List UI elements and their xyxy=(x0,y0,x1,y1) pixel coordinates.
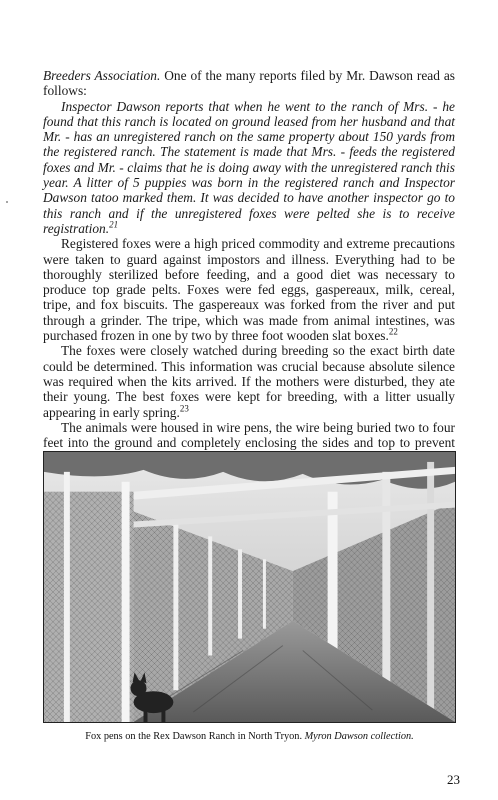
inspector-report-quote xyxy=(43,99,455,237)
photo-caption xyxy=(43,731,456,742)
paragraph-text: The animals were housed in wire pens, the wire being buried two to four feet into the ground and completely enclosing the sides and top to prevent xyxy=(43,419,455,451)
paragraph-registered-foxes xyxy=(43,236,455,343)
footnote-ref-21[interactable]: 21 xyxy=(109,219,119,230)
body-text xyxy=(43,68,455,466)
paragraph-breeding xyxy=(43,343,455,419)
caption-credit: Myron Dawson collection. xyxy=(304,731,414,742)
intro-italic-text: Breeders Association. xyxy=(43,68,161,83)
paragraph-text: Registered foxes were a high priced commodity and extreme precautions were taken to guard against impostors and illness. Everything had to be thoroughly sterilized before feeding, and a good diet was necessary to produce top grade pelts. Foxes were fed eggs, gaspereaux, milk, cereal, tripe, and fox biscuits. The gaspereaux was forked from the river and put through a grinder. The tripe, which was made from animal intestines, was purchased frozen in one by two by three foot wooden slat boxes. xyxy=(43,236,455,344)
paragraph-text: The foxes were closely watched during breeding so the exact birth date could be determined. This information was crucial because absolute silence was required when the kits arrived. If the mothers were disturbed, they ate their young. The best foxes were kept for breeding, with a litter usually appearing in early spring. xyxy=(43,343,455,420)
caption-text: Fox pens on the Rex Dawson Ranch in North Tryon. xyxy=(85,731,305,742)
footnote-ref-22[interactable]: 22 xyxy=(388,326,398,337)
intro-paragraph xyxy=(43,68,455,99)
margin-speck xyxy=(6,201,8,203)
quote-text: Inspector Dawson reports that when he went to the ranch of Mrs. - he found that this ranch is located on ground leased from her husband and that Mr. - has an unregistered ranch on the same property about 150 yards from the registered ranch. The statement is made that Mrs. - feeds the registered foxes and Mr. - claims that he is doing away with the unregistered ranch this year. A litter of 5 puppies was born in the registered ranch and Inspector Dawson tatoo marked them. It was decided to have another inspector go to this ranch and if the unregistered foxes were pelted she is to receive registration. xyxy=(43,98,455,236)
footnote-ref-23[interactable]: 23 xyxy=(179,403,189,414)
intro-text: One of the many reports filed by Mr. Dawson read as follows: xyxy=(43,68,455,99)
fox-pens-photo xyxy=(43,451,456,723)
photo-illustration xyxy=(44,452,455,722)
page-number: 23 xyxy=(447,772,460,787)
